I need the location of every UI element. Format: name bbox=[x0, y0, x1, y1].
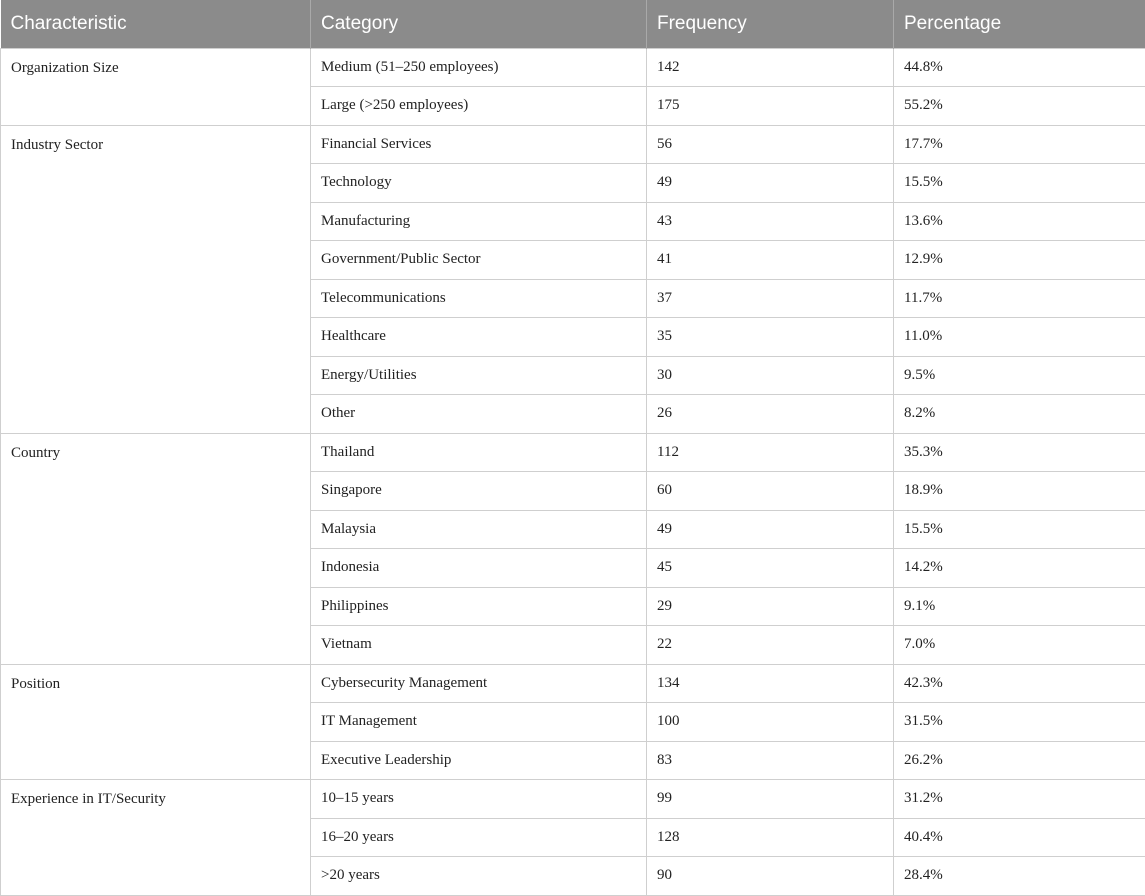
frequency-cell: 134 bbox=[647, 664, 894, 703]
header-percentage: Percentage bbox=[894, 0, 1145, 48]
percentage-cell: 9.1% bbox=[894, 587, 1145, 626]
header-row bbox=[1, 0, 1145, 48]
frequency-cell: 112 bbox=[647, 433, 894, 472]
frequency-cell: 29 bbox=[647, 587, 894, 626]
frequency-cell: 100 bbox=[647, 703, 894, 742]
frequency-cell: 175 bbox=[647, 87, 894, 126]
table-row bbox=[1, 433, 1145, 472]
header-frequency: Frequency bbox=[647, 0, 894, 48]
table-body bbox=[1, 48, 1145, 895]
table-header bbox=[1, 0, 1145, 48]
percentage-cell: 9.5% bbox=[894, 356, 1145, 395]
category-cell: Philippines bbox=[311, 587, 647, 626]
characteristic-cell: Industry Sector bbox=[1, 125, 311, 433]
percentage-cell: 31.5% bbox=[894, 703, 1145, 742]
frequency-cell: 30 bbox=[647, 356, 894, 395]
frequency-cell: 41 bbox=[647, 241, 894, 280]
category-cell: Indonesia bbox=[311, 549, 647, 588]
category-cell: Other bbox=[311, 395, 647, 434]
percentage-cell: 35.3% bbox=[894, 433, 1145, 472]
category-cell: >20 years bbox=[311, 857, 647, 896]
category-cell: Thailand bbox=[311, 433, 647, 472]
frequency-cell: 49 bbox=[647, 510, 894, 549]
percentage-cell: 26.2% bbox=[894, 741, 1145, 780]
category-cell: Singapore bbox=[311, 472, 647, 511]
percentage-cell: 13.6% bbox=[894, 202, 1145, 241]
percentage-cell: 7.0% bbox=[894, 626, 1145, 665]
frequency-cell: 49 bbox=[647, 164, 894, 203]
frequency-cell: 56 bbox=[647, 125, 894, 164]
category-cell: Manufacturing bbox=[311, 202, 647, 241]
percentage-cell: 8.2% bbox=[894, 395, 1145, 434]
percentage-cell: 15.5% bbox=[894, 510, 1145, 549]
category-cell: IT Management bbox=[311, 703, 647, 742]
category-cell: Technology bbox=[311, 164, 647, 203]
category-cell: Financial Services bbox=[311, 125, 647, 164]
category-cell: Cybersecurity Management bbox=[311, 664, 647, 703]
table-row bbox=[1, 664, 1145, 703]
category-cell: Vietnam bbox=[311, 626, 647, 665]
percentage-cell: 14.2% bbox=[894, 549, 1145, 588]
category-cell: Large (>250 employees) bbox=[311, 87, 647, 126]
percentage-cell: 42.3% bbox=[894, 664, 1145, 703]
table-row bbox=[1, 125, 1145, 164]
category-cell: 10–15 years bbox=[311, 780, 647, 819]
percentage-cell: 55.2% bbox=[894, 87, 1145, 126]
frequency-cell: 26 bbox=[647, 395, 894, 434]
frequency-cell: 60 bbox=[647, 472, 894, 511]
percentage-cell: 40.4% bbox=[894, 818, 1145, 857]
percentage-cell: 44.8% bbox=[894, 48, 1145, 87]
frequency-cell: 90 bbox=[647, 857, 894, 896]
category-cell: Executive Leadership bbox=[311, 741, 647, 780]
header-category: Category bbox=[311, 0, 647, 48]
category-cell: Government/Public Sector bbox=[311, 241, 647, 280]
characteristic-cell: Organization Size bbox=[1, 48, 311, 125]
frequency-cell: 83 bbox=[647, 741, 894, 780]
percentage-cell: 11.7% bbox=[894, 279, 1145, 318]
category-cell: 16–20 years bbox=[311, 818, 647, 857]
percentage-cell: 15.5% bbox=[894, 164, 1145, 203]
percentage-cell: 31.2% bbox=[894, 780, 1145, 819]
frequency-cell: 37 bbox=[647, 279, 894, 318]
characteristic-cell: Position bbox=[1, 664, 311, 780]
percentage-cell: 11.0% bbox=[894, 318, 1145, 357]
frequency-cell: 22 bbox=[647, 626, 894, 665]
header-characteristic: Characteristic bbox=[1, 0, 311, 48]
category-cell: Medium (51–250 employees) bbox=[311, 48, 647, 87]
frequency-cell: 45 bbox=[647, 549, 894, 588]
table-row bbox=[1, 780, 1145, 819]
category-cell: Telecommunications bbox=[311, 279, 647, 318]
percentage-cell: 12.9% bbox=[894, 241, 1145, 280]
characteristic-cell: Experience in IT/Security bbox=[1, 780, 311, 896]
frequency-cell: 99 bbox=[647, 780, 894, 819]
characteristic-cell: Country bbox=[1, 433, 311, 664]
frequency-cell: 35 bbox=[647, 318, 894, 357]
percentage-cell: 28.4% bbox=[894, 857, 1145, 896]
category-cell: Malaysia bbox=[311, 510, 647, 549]
category-cell: Healthcare bbox=[311, 318, 647, 357]
percentage-cell: 18.9% bbox=[894, 472, 1145, 511]
category-cell: Energy/Utilities bbox=[311, 356, 647, 395]
percentage-cell: 17.7% bbox=[894, 125, 1145, 164]
frequency-cell: 43 bbox=[647, 202, 894, 241]
frequency-cell: 128 bbox=[647, 818, 894, 857]
frequency-cell: 142 bbox=[647, 48, 894, 87]
table-row bbox=[1, 48, 1145, 87]
